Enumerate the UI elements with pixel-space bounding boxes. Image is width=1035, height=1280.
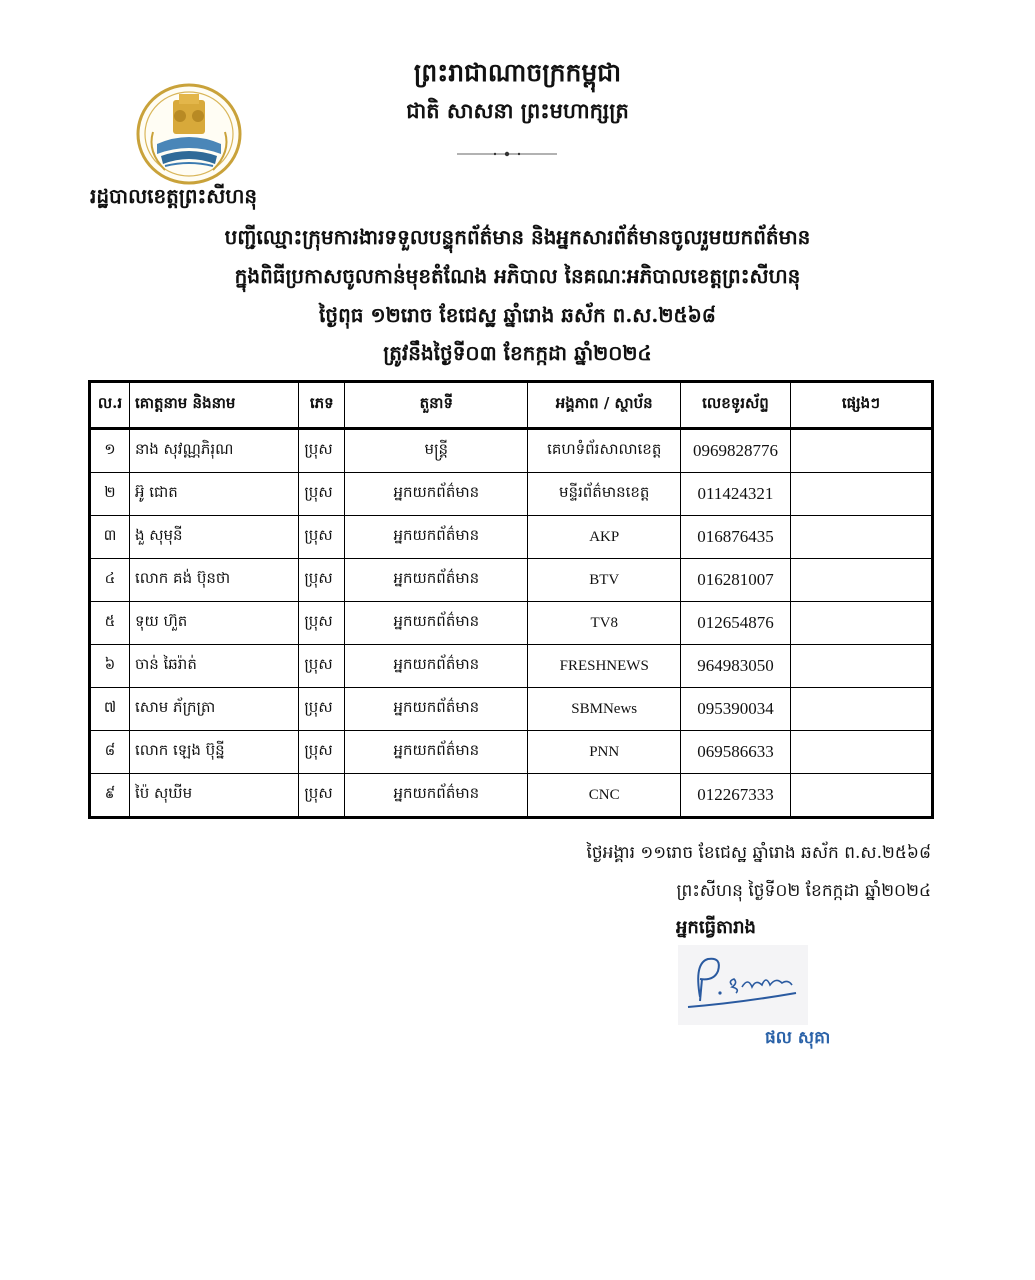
table-row: [90, 688, 933, 731]
footer-lunar-date: ថ្ងៃអង្គារ ១១រោច ខែជេស្ឋ ឆ្នាំរោង ឆស័ក ព.ស.២៥៦៨: [586, 843, 931, 863]
roster-table: [88, 380, 934, 819]
table-row: [90, 602, 933, 645]
cell-role: អ្នកយកព័ត៌មាន: [345, 473, 528, 516]
kingdom-heading: ព្រះរាជាណាចក្រកម្ពុជា: [413, 58, 622, 87]
col-header-org: អង្គភាព / ស្ថាប័ន: [528, 382, 681, 429]
cell-org: គេហទំព័រសាលាខេត្ត: [528, 429, 681, 473]
cell-no: ២: [90, 473, 130, 516]
document-title-line3: ថ្ងៃពុធ ១២រោច ខែជេស្ឋ ឆ្នាំរោង ឆស័ក ព.ស.២៥៦៨: [319, 303, 716, 327]
cell-other: [790, 516, 932, 559]
cell-role: អ្នកយកព័ត៌មាន: [345, 602, 528, 645]
table-row: [90, 774, 933, 818]
cell-phone: 095390034: [681, 688, 791, 731]
cell-other: [790, 473, 932, 516]
document-title-line4: ត្រូវនឹងថ្ងៃទី០៣ ខែកក្កដា ឆ្នាំ២០២៤: [383, 341, 652, 365]
col-header-no: ល.រ: [90, 382, 130, 429]
col-header-role: តួនាទី: [345, 382, 528, 429]
cell-no: ៧: [90, 688, 130, 731]
cell-name: ប៉ៃ សុឃីម: [129, 774, 298, 818]
cell-other: [790, 731, 932, 774]
cell-sex: ប្រុស: [299, 645, 345, 688]
national-motto: ជាតិ សាសនា ព្រះមហាក្សត្រ: [406, 98, 629, 123]
cell-name: លោក ឡេង ប៊ុន្នី: [129, 731, 298, 774]
cell-role: អ្នកយកព័ត៌មាន: [345, 774, 528, 818]
cell-org: CNC: [528, 774, 681, 818]
cell-no: ៣: [90, 516, 130, 559]
ornament-divider-icon: [457, 150, 557, 158]
cell-name: ទុយ ហ៊ួត: [129, 602, 298, 645]
cell-sex: ប្រុស: [299, 602, 345, 645]
cell-phone: 016281007: [681, 559, 791, 602]
cell-org: PNN: [528, 731, 681, 774]
col-header-other: ផ្សេងៗ: [790, 382, 932, 429]
handwritten-signature: [678, 945, 808, 1025]
cell-other: [790, 645, 932, 688]
col-header-name: គោត្តនាម និងនាម: [129, 382, 298, 429]
cell-name: អ៊ូ ជោត: [129, 473, 298, 516]
footer-solar-date: ព្រះសីហនុ ថ្ងៃទី០២ ខែកក្កដា ឆ្នាំ២០២៤: [676, 881, 931, 901]
cell-sex: ប្រុស: [299, 688, 345, 731]
cell-role: អ្នកយកព័ត៌មាន: [345, 645, 528, 688]
cell-other: [790, 559, 932, 602]
cell-no: ៥: [90, 602, 130, 645]
cell-sex: ប្រុស: [299, 473, 345, 516]
cell-other: [790, 688, 932, 731]
cell-org: SBMNews: [528, 688, 681, 731]
cell-other: [790, 429, 932, 473]
table-header-row: [90, 382, 933, 429]
cell-phone: 0969828776: [681, 429, 791, 473]
table-row: [90, 473, 933, 516]
cell-org: TV8: [528, 602, 681, 645]
cell-sex: ប្រុស: [299, 516, 345, 559]
document-title-line2: ក្នុងពិធីប្រកាសចូលកាន់មុខតំណែង អភិបាល នៃគណៈអភិបាលខេត្តព្រះសីហនុ: [234, 264, 801, 288]
provincial-seal-icon: [135, 82, 243, 186]
cell-sex: ប្រុស: [299, 429, 345, 473]
cell-org: FRESHNEWS: [528, 645, 681, 688]
cell-no: ៩: [90, 774, 130, 818]
table-row: [90, 429, 933, 473]
cell-phone: 016876435: [681, 516, 791, 559]
cell-name: នាង សុវណ្ណភិរុណ: [129, 429, 298, 473]
cell-role: អ្នកយកព័ត៌មាន: [345, 516, 528, 559]
cell-role: មន្ត្រី: [345, 429, 528, 473]
cell-org: មន្ទីរព័ត៌មានខេត្ត: [528, 473, 681, 516]
cell-phone: 012267333: [681, 774, 791, 818]
cell-sex: ប្រុស: [299, 774, 345, 818]
table-row: [90, 516, 933, 559]
document-title-line1: បញ្ជីឈ្មោះក្រុមការងារទទួលបន្ទុកព័ត៌មាន និងអ្នកសារព័ត៌មានចូលរួមយកព័ត៌មាន: [224, 225, 811, 249]
table-row: [90, 645, 933, 688]
cell-no: ៨: [90, 731, 130, 774]
cell-other: [790, 774, 932, 818]
cell-phone: 069586633: [681, 731, 791, 774]
cell-role: អ្នកយកព័ត៌មាន: [345, 731, 528, 774]
table-maker-label: អ្នកធ្វើតារាង: [676, 917, 756, 938]
cell-role: អ្នកយកព័ត៌មាន: [345, 688, 528, 731]
cell-phone: 964983050: [681, 645, 791, 688]
cell-other: [790, 602, 932, 645]
col-header-sex: ភេទ: [299, 382, 345, 429]
cell-sex: ប្រុស: [299, 731, 345, 774]
cell-no: ៤: [90, 559, 130, 602]
cell-sex: ប្រុស: [299, 559, 345, 602]
table-row: [90, 731, 933, 774]
cell-no: ៦: [90, 645, 130, 688]
col-header-phone: លេខទូរស័ព្ទ: [681, 382, 791, 429]
cell-role: អ្នកយកព័ត៌មាន: [345, 559, 528, 602]
administration-name: រដ្ឋបាលខេត្តព្រះសីហនុ: [90, 184, 258, 208]
cell-phone: 012654876: [681, 602, 791, 645]
cell-name: ងួ សុមុនី: [129, 516, 298, 559]
signer-name: ផល សុគា: [765, 1028, 831, 1048]
cell-name: លោក គង់ ប៊ុនថា: [129, 559, 298, 602]
cell-name: សោម ភ័ក្រត្រា: [129, 688, 298, 731]
cell-org: AKP: [528, 516, 681, 559]
table-row: [90, 559, 933, 602]
cell-no: ១: [90, 429, 130, 473]
cell-phone: 011424321: [681, 473, 791, 516]
cell-org: BTV: [528, 559, 681, 602]
cell-name: ចាន់ ឆៃរ៉ាត់: [129, 645, 298, 688]
